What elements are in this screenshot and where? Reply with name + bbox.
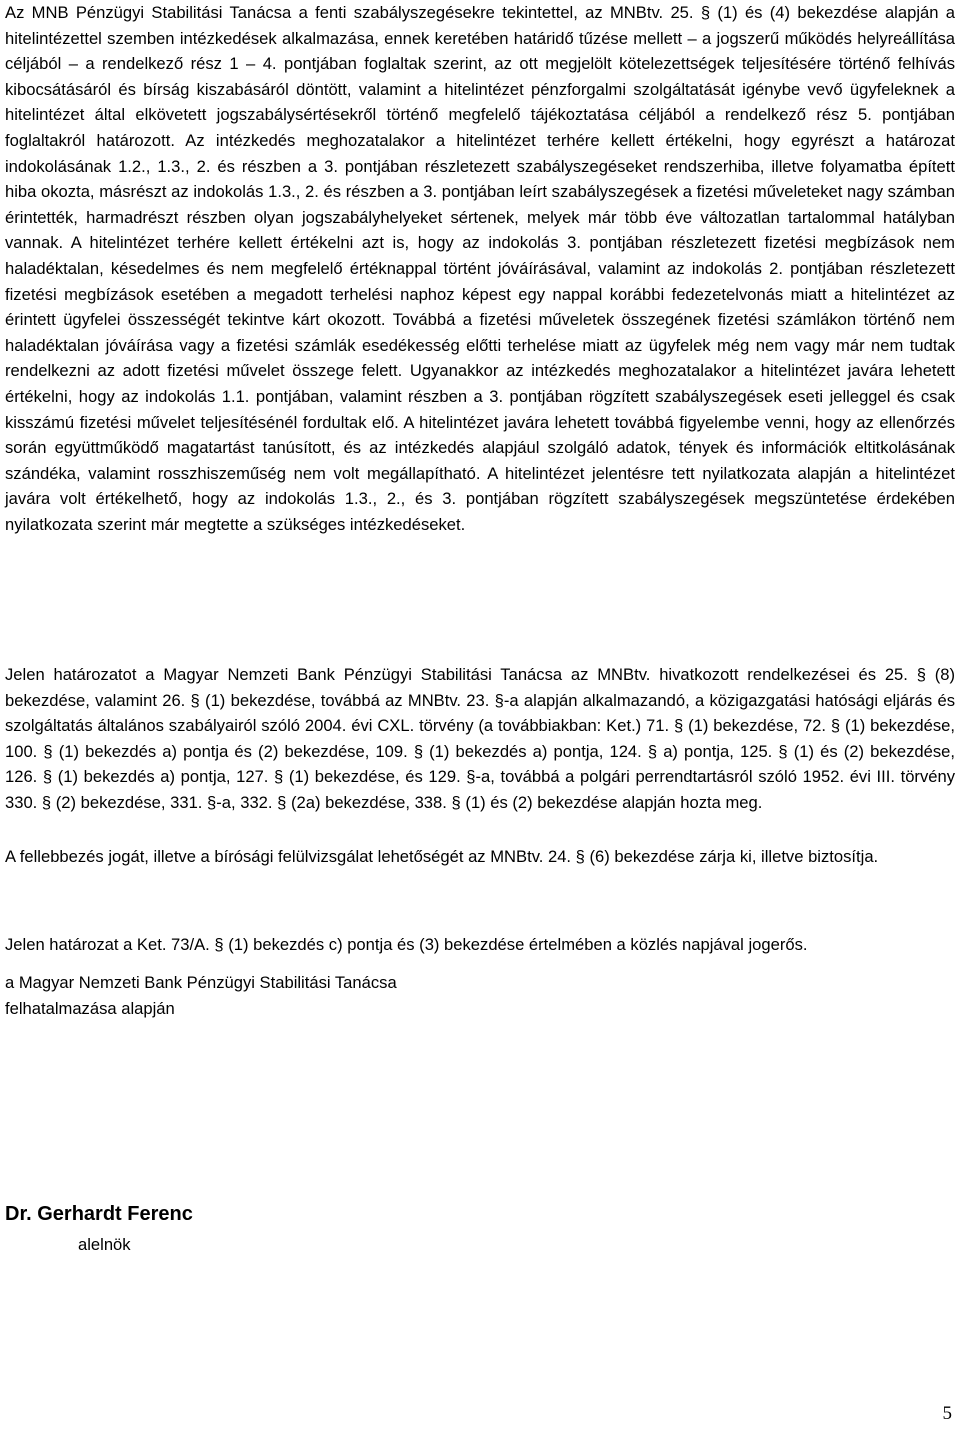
authority-line: felhatalmazása alapján: [5, 998, 175, 1018]
authority-line: a Magyar Nemzeti Bank Pénzügyi Stabilitási Tanácsa: [5, 973, 397, 992]
page-number: 5: [942, 1403, 952, 1424]
paragraph-legal-basis: Jelen határozatot a Magyar Nemzeti Bank Pénzügyi Stabilitási Tanácsa az MNBtv. hivatkozott rendelkezései és 25. § (8) bekezdése, valamint 26. § (1) bekezdése, továbbá az MNBtv. 23. §-a alapján alkalmazandó, a közigazgatási hatósági eljárás és szolgáltatás általános szabályairól szóló 2004. évi CXL. törvény (a továbbiakban: Ket.) 71. § (1) bekezdése, 72. § (1) bekezdése, 100. § (1) bekezdés a) pontja és (2) bekezdése, 109. § (1) bekezdés a) pontja, 124. § a) pontja, 125. § (1) és (2) bekezdése, 126. § (1) bekezdés a) pontja, 127. § (1) bekezdése, és 129. §-a, továbbá a polgári perrendtartásról szóló 1952. évi III. törvény 330. § (2) bekezdése, 331. §-a, 332. § (2a) bekezdése, 338. § (1) és (2) bekezdése alapján hozta meg.: [5, 665, 955, 812]
authority-block: [5, 970, 397, 1021]
paragraph-appeal: A fellebbezés jogát, illetve a bírósági felülvizsgálat lehetőségét az MNBtv. 24. § (6) bekezdése zárja ki, illetve biztosítja.: [5, 847, 879, 866]
signer-title: alelnök: [78, 1235, 131, 1254]
paragraph-finality: Jelen határozat a Ket. 73/A. § (1) bekezdés c) pontja és (3) bekezdése értelmében a közlés napjával jogerős.: [5, 935, 808, 954]
paragraph-decision-reasoning: Az MNB Pénzügyi Stabilitási Tanácsa a fenti szabályszegésekre tekintettel, az MNBtv. 25. § (1) és (4) bekezdése alapján a hitelintézettel szemben intézkedések alkalmazása, ennek keretében határidő tűzése mellett – a jogszerű működés helyreállítása céljából – a rendelkező rész 1 – 4. pontjában foglaltak szerint, az ott megjelölt kötelezettségek teljesítésére történő felhívás kibocsátásáról és bírság kiszabásáról döntött, valamint a hitelintézet pénzforgalmi szolgáltatását igénybe vevő ügyfeleknek a hitelintézet által elkövetett jogszabálysértésekről történő megfelelő tájékoztatása céljából a rendelkező rész 5. pontjában foglaltakról határozott. Az intézkedés meghozatalakor a hitelintézet terhére kellett értékelni, hogy egyrészt a határozat indokolásának 1.2., 1.3., 2. és részben a 3. pontjában részletezett szabályszegéseket rendszerhiba, illetve folyamatba épített hiba okozta, másrészt az indokolás 1.3., 2. és részben a 3. pontjában leírt szabályszegések a fizetési műveleteket nagy számban érintették, harmadrészt részben olyan jogszabályhelyeket sértenek, melyek már több éve változatlan tartalommal hatályban vannak. A hitelintézet terhére kellett értékelni azt is, hogy az indokolás 3. pontjában részletezett fizetési megbízások nem haladéktalan, késedelmes és nem megfelelő értéknappal történt jóváírásával, valamint az indokolás 2. pontjában részletezett fizetési megbízások esetében a megadott terhelési naphoz képest egy nappal korábbi fedezetelvonás miatt a hitelintézet az érintett ügyfelei összességét tekintve kárt okozott. Továbbá a fizetési műveletek összegének fizetési számlákon történő nem haladéktalan jóváírása vagy a fizetési számlák esedékesség előtti terhelése miatt az ügyfelek még nem vagy már nem tudtak rendelkezni az adott fizetési művelet összege felett. Ugyanakkor az intézkedés meghozatalakor a hitelintézet javára lehetett értékelni, hogy az indokolás 1.1. pontjában, valamint részben a 3. pontjában rögzített szabályszegések eseti jelleggel és csak kisszámú fizetési művelet teljesítésénél fordultak elő. A hitelintézet javára lehetett továbbá figyelembe venni, hogy az ellenőrzés során együttműködő magatartást tanúsított, és az intézkedés alapjául szolgáló adatok, tények és információk eltitkolásának szándéka, valamint rosszhiszeműség nem volt megállapítható. A hitelintézet jelentésre tett nyilatkozata alapján a hitelintézet javára volt értékelhető, hogy az indokolás 1.3., 2., és 3. pontjában rögzített szabályszegések megszüntetése érdekében nyilatkozata szerint már megtette a szükséges intézkedéseket.: [5, 3, 955, 534]
signer-name: Dr. Gerhardt Ferenc: [5, 1203, 193, 1225]
